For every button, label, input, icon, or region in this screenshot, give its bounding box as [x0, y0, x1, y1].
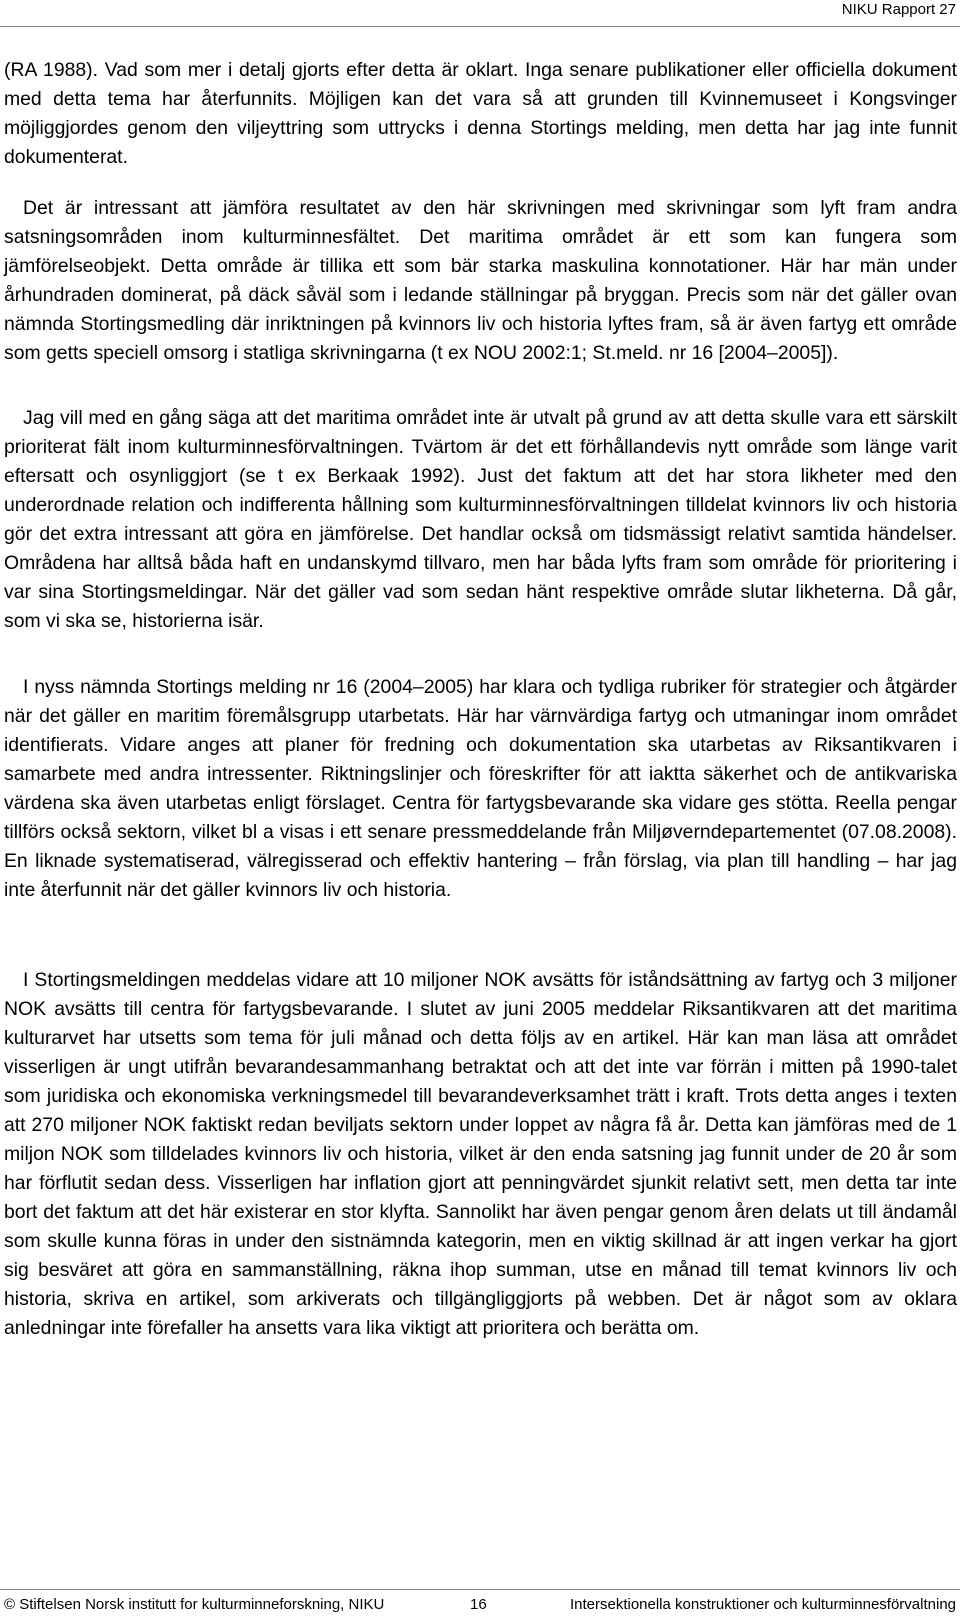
- paragraph-1: Det är intressant att jämföra resultatet av den här skrivningen med skrivningar som lyft fram andra satsningsområden inom kulturminnesfältet. Det maritima området är ett som kan fungera som jämförelseobjekt. Detta område är tillika ett som bär starka maskulina konnotationer. Här har män under århundraden dominerat, på däck såväl som i ledande ställningar på bryggan. Precis som när det gäller ovan nämnda Stortingsmedling där inriktningen på kvinnors liv och historia lyftes fram, så är även fartyg ett område som getts speciell omsorg i statliga skrivningarna (t ex NOU 2002:1; St.meld. nr 16 [2004–2005]).: [4, 197, 957, 364]
- header-divider: [0, 26, 960, 27]
- paragraph-4: I Stortingsmeldingen meddelas vidare att 10 miljoner NOK avsätts för iståndsättning av fartyg och 3 miljoner NOK avsätts till centra för fartygsbevarande. I slutet av juni 2005 meddelar Riksantikvaren att det maritima kulturarvet har utsetts som tema för juli månad och detta följs av en artikel. Här kan man läsa att området visserligen är ungt utifrån bevarandesammanhang betraktat och att det inte var förrän i mitten på 1990-talet som juridiska och ekonomiska verkningsmedel till bevarandeverksamhet trätt i kraft. Trots detta anges i texten att 270 miljoner NOK faktiskt redan beviljats sektorn under loppet av några få år. Detta kan jämföras med de 1 miljon NOK som tilldelades kvinnors liv och historia, vilket är den enda satsning jag funnit under de 20 år som har förflutit sedan dess. Visserligen har inflation gjort att penningvärdet sjunkit relativt sett, men detta tar inte bort det faktum att det här existerar en stor klyfta. Sannolikt har även pengar genom åren delats ut till ändamål som skulle kunna föras in under den sistnämnda kategorin, men en viktig skillnad är att ingen verkar ha gjort sig besväret att göra en sammanställning, räkna ihop summan, utse en månad till temat kvinnors liv och historia, skriva en artikel, som arkiverats och tillgängliggjorts på webben. Det är något som av oklara anledningar inte förefaller ha ansetts vara lika viktigt att prioritera och berätta om.: [4, 969, 957, 1339]
- footer-page-number: 16: [470, 1596, 487, 1613]
- footer-publisher: © Stiftelsen Norsk institutt for kulturminneforskning, NIKU: [4, 1596, 385, 1613]
- page-footer: [0, 1594, 960, 1618]
- footer-divider: [0, 1589, 960, 1590]
- footer-report-title: Intersektionella konstruktioner och kulturminnesförvaltning: [569, 1596, 956, 1613]
- paragraph-2: Jag vill med en gång säga att det maritima området inte är utvalt på grund av att detta skulle vara ett särskilt prioriterat fält inom kulturminnesförvaltningen. Tvärtom är det ett förhållandevis nytt område som länge varit eftersatt och osynliggjort (se t ex Berkaak 1992). Just det faktum att det har stora likheter med den underordnade relation och indifferenta hållning som kulturminnesförvaltningen tilldelat kvinnors liv och historia gör det extra intressant att göra en jämförelse. Det handlar också om tidsmässigt relativt samtida händelser. Områdena har alltså båda haft en undanskymd tillvaro, men har båda lyfts fram som område för prioritering i var sina Stortingsmeldingar. När det gäller vad som sedan hänt respektive område slutar likheterna. Då går, som vi ska se, historierna isär.: [4, 407, 957, 632]
- paragraph-continuation: (RA 1988). Vad som mer i detalj gjorts efter detta är oklart. Inga senare publikationer eller officiella dokument med detta tema har återfunnits. Möjligen kan det vara så att grunden till Kvinnemuseet i Kongsvinger möjliggjordes genom den viljeyttring som uttrycks i denna Stortings melding, men detta har jag inte funnit dokumenterat.: [4, 59, 957, 168]
- paragraph-3: I nyss nämnda Stortings melding nr 16 (2004–2005) har klara och tydliga rubriker för strategier och åtgärder när det gäller en maritim föremålsgrupp utarbetats. Här har värnvärdiga fartyg och utmaningar inom området identifierats. Vidare anges att planer för fredning och dokumentation ska utarbetas av Riksantikvaren i samarbete med andra intressenter. Riktningslinjer och föreskrifter för att iaktta säkerhet och de antikvariska värdena ska även utarbetas enligt förslaget. Centra för fartygsbevarande ska vidare ges stötta. Reella pengar tillförs också sektorn, vilket bl a visas i ett senare pressmeddelande från Miljøverndepartementet (07.08.2008). En liknade systematiserad, välregisserad och effektiv hantering – från förslag, via plan till handling – har jag inte återfunnit när det gäller kvinnors liv och historia.: [4, 676, 957, 901]
- running-header: NIKU Rapport 27: [841, 1, 956, 18]
